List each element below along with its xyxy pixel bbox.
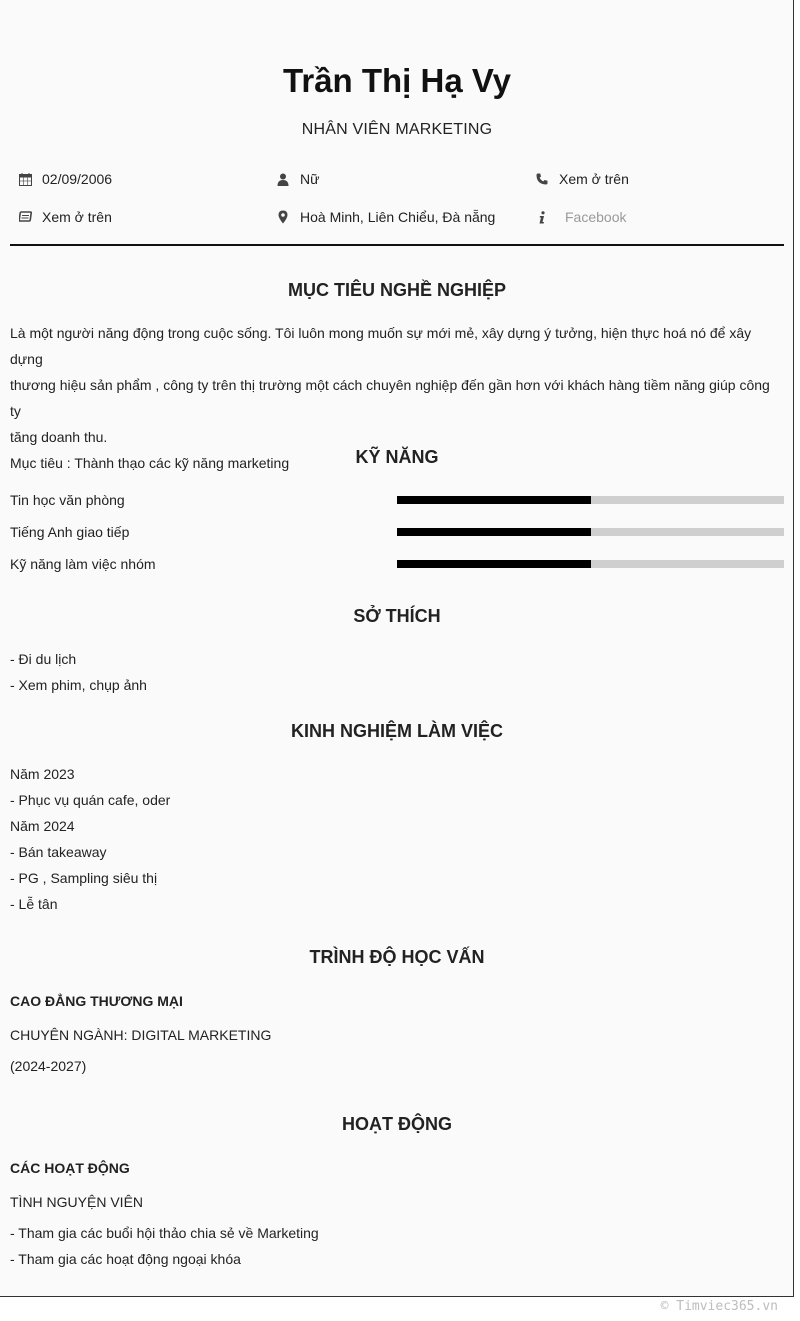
skills-title: KỸ NĂNG: [355, 447, 439, 467]
watermark-footer: © Timviec365.vn: [660, 1299, 778, 1314]
info-address: [268, 206, 495, 228]
info-facebook[interactable]: [527, 206, 626, 228]
education-title: TRÌNH ĐỘ HỌC VẤN: [309, 947, 485, 967]
education-period: (2024-2027): [10, 1058, 87, 1074]
experience-line: - Bán takeaway: [10, 844, 107, 860]
skill-row: [10, 522, 784, 542]
activities-title: HOẠT ĐỘNG: [342, 1114, 452, 1134]
hobby-item: - Xem phim, chụp ảnh: [10, 677, 147, 693]
objective-title: MỤC TIÊU NGHỀ NGHIỆP: [287, 280, 506, 300]
candidate-name: Trần Thị Hạ Vy: [282, 62, 511, 99]
experience-title: KINH NGHIỆM LÀM VIỆC: [290, 721, 503, 741]
address-value: Hoà Minh, Liên Chiểu, Đà nẵng: [300, 209, 496, 225]
skill-bar: [397, 496, 784, 504]
experience-line: - Lễ tân: [10, 896, 58, 912]
user-icon: [276, 172, 290, 186]
skill-bar-fill: [397, 496, 591, 504]
education-school: CAO ĐẲNG THƯƠNG MẠI: [10, 993, 183, 1009]
birthdate-value: 02/09/2006: [42, 171, 113, 187]
activities-role: TÌNH NGUYỆN VIÊN: [10, 1194, 144, 1210]
skill-name: Tiếng Anh giao tiếp: [10, 524, 130, 540]
skill-bar-fill: [397, 528, 591, 536]
calendar-icon: [18, 172, 32, 186]
facebook-link[interactable]: Facebook: [565, 209, 627, 225]
activity-item: - Tham gia các hoạt động ngoại khóa: [10, 1251, 241, 1267]
info-icon: [535, 210, 549, 224]
phone-icon: [535, 172, 549, 186]
email-icon: [18, 210, 32, 224]
skill-bar-fill: [397, 560, 591, 568]
experience-line: - Phục vụ quán cafe, oder: [10, 792, 171, 808]
skill-name: Tin học văn phòng: [10, 492, 125, 508]
skill-bar: [397, 528, 784, 536]
hobby-item: - Đi du lịch: [10, 651, 77, 667]
objective-line: thương hiệu sản phẩm , công ty trên thị trường một cách chuyên nghiệp đến gần hơn với khách hàng tiềm năng giúp công ty: [10, 377, 770, 419]
skill-name: Kỹ năng làm việc nhóm: [10, 556, 156, 572]
skill-row: [10, 554, 784, 574]
info-email: [10, 206, 112, 228]
skill-row: [10, 490, 784, 510]
header-divider: [10, 244, 784, 246]
phone-value: Xem ở trên: [559, 171, 629, 187]
objective-line: Mục tiêu : Thành thạo các kỹ năng marketing: [10, 455, 290, 471]
job-title: NHÂN VIÊN MARKETING: [301, 121, 493, 138]
objective-line: Là một người năng động trong cuộc sống. Tôi luôn mong muốn sự mới mẻ, xây dựng ý tưởng, hiện thực hoá nó để xây dựng: [10, 325, 752, 367]
location-icon: [276, 210, 290, 224]
activities-heading: CÁC HOẠT ĐỘNG: [10, 1160, 130, 1176]
info-birthdate: [10, 168, 112, 190]
skill-bar: [397, 560, 784, 568]
education-major: CHUYÊN NGÀNH: DIGITAL MARKETING: [10, 1027, 272, 1043]
info-gender: [268, 168, 319, 190]
gender-value: Nữ: [300, 171, 320, 187]
experience-line: Năm 2024: [10, 818, 75, 834]
email-value: Xem ở trên: [42, 209, 112, 225]
activity-item: - Tham gia các buổi hội thảo chia sẻ về Marketing: [10, 1225, 319, 1241]
objective-line: tăng doanh thu.: [10, 429, 108, 445]
hobbies-title: SỞ THÍCH: [353, 606, 441, 626]
experience-line: - PG , Sampling siêu thị: [10, 870, 158, 886]
experience-line: Năm 2023: [10, 766, 75, 782]
info-phone: [527, 168, 629, 190]
